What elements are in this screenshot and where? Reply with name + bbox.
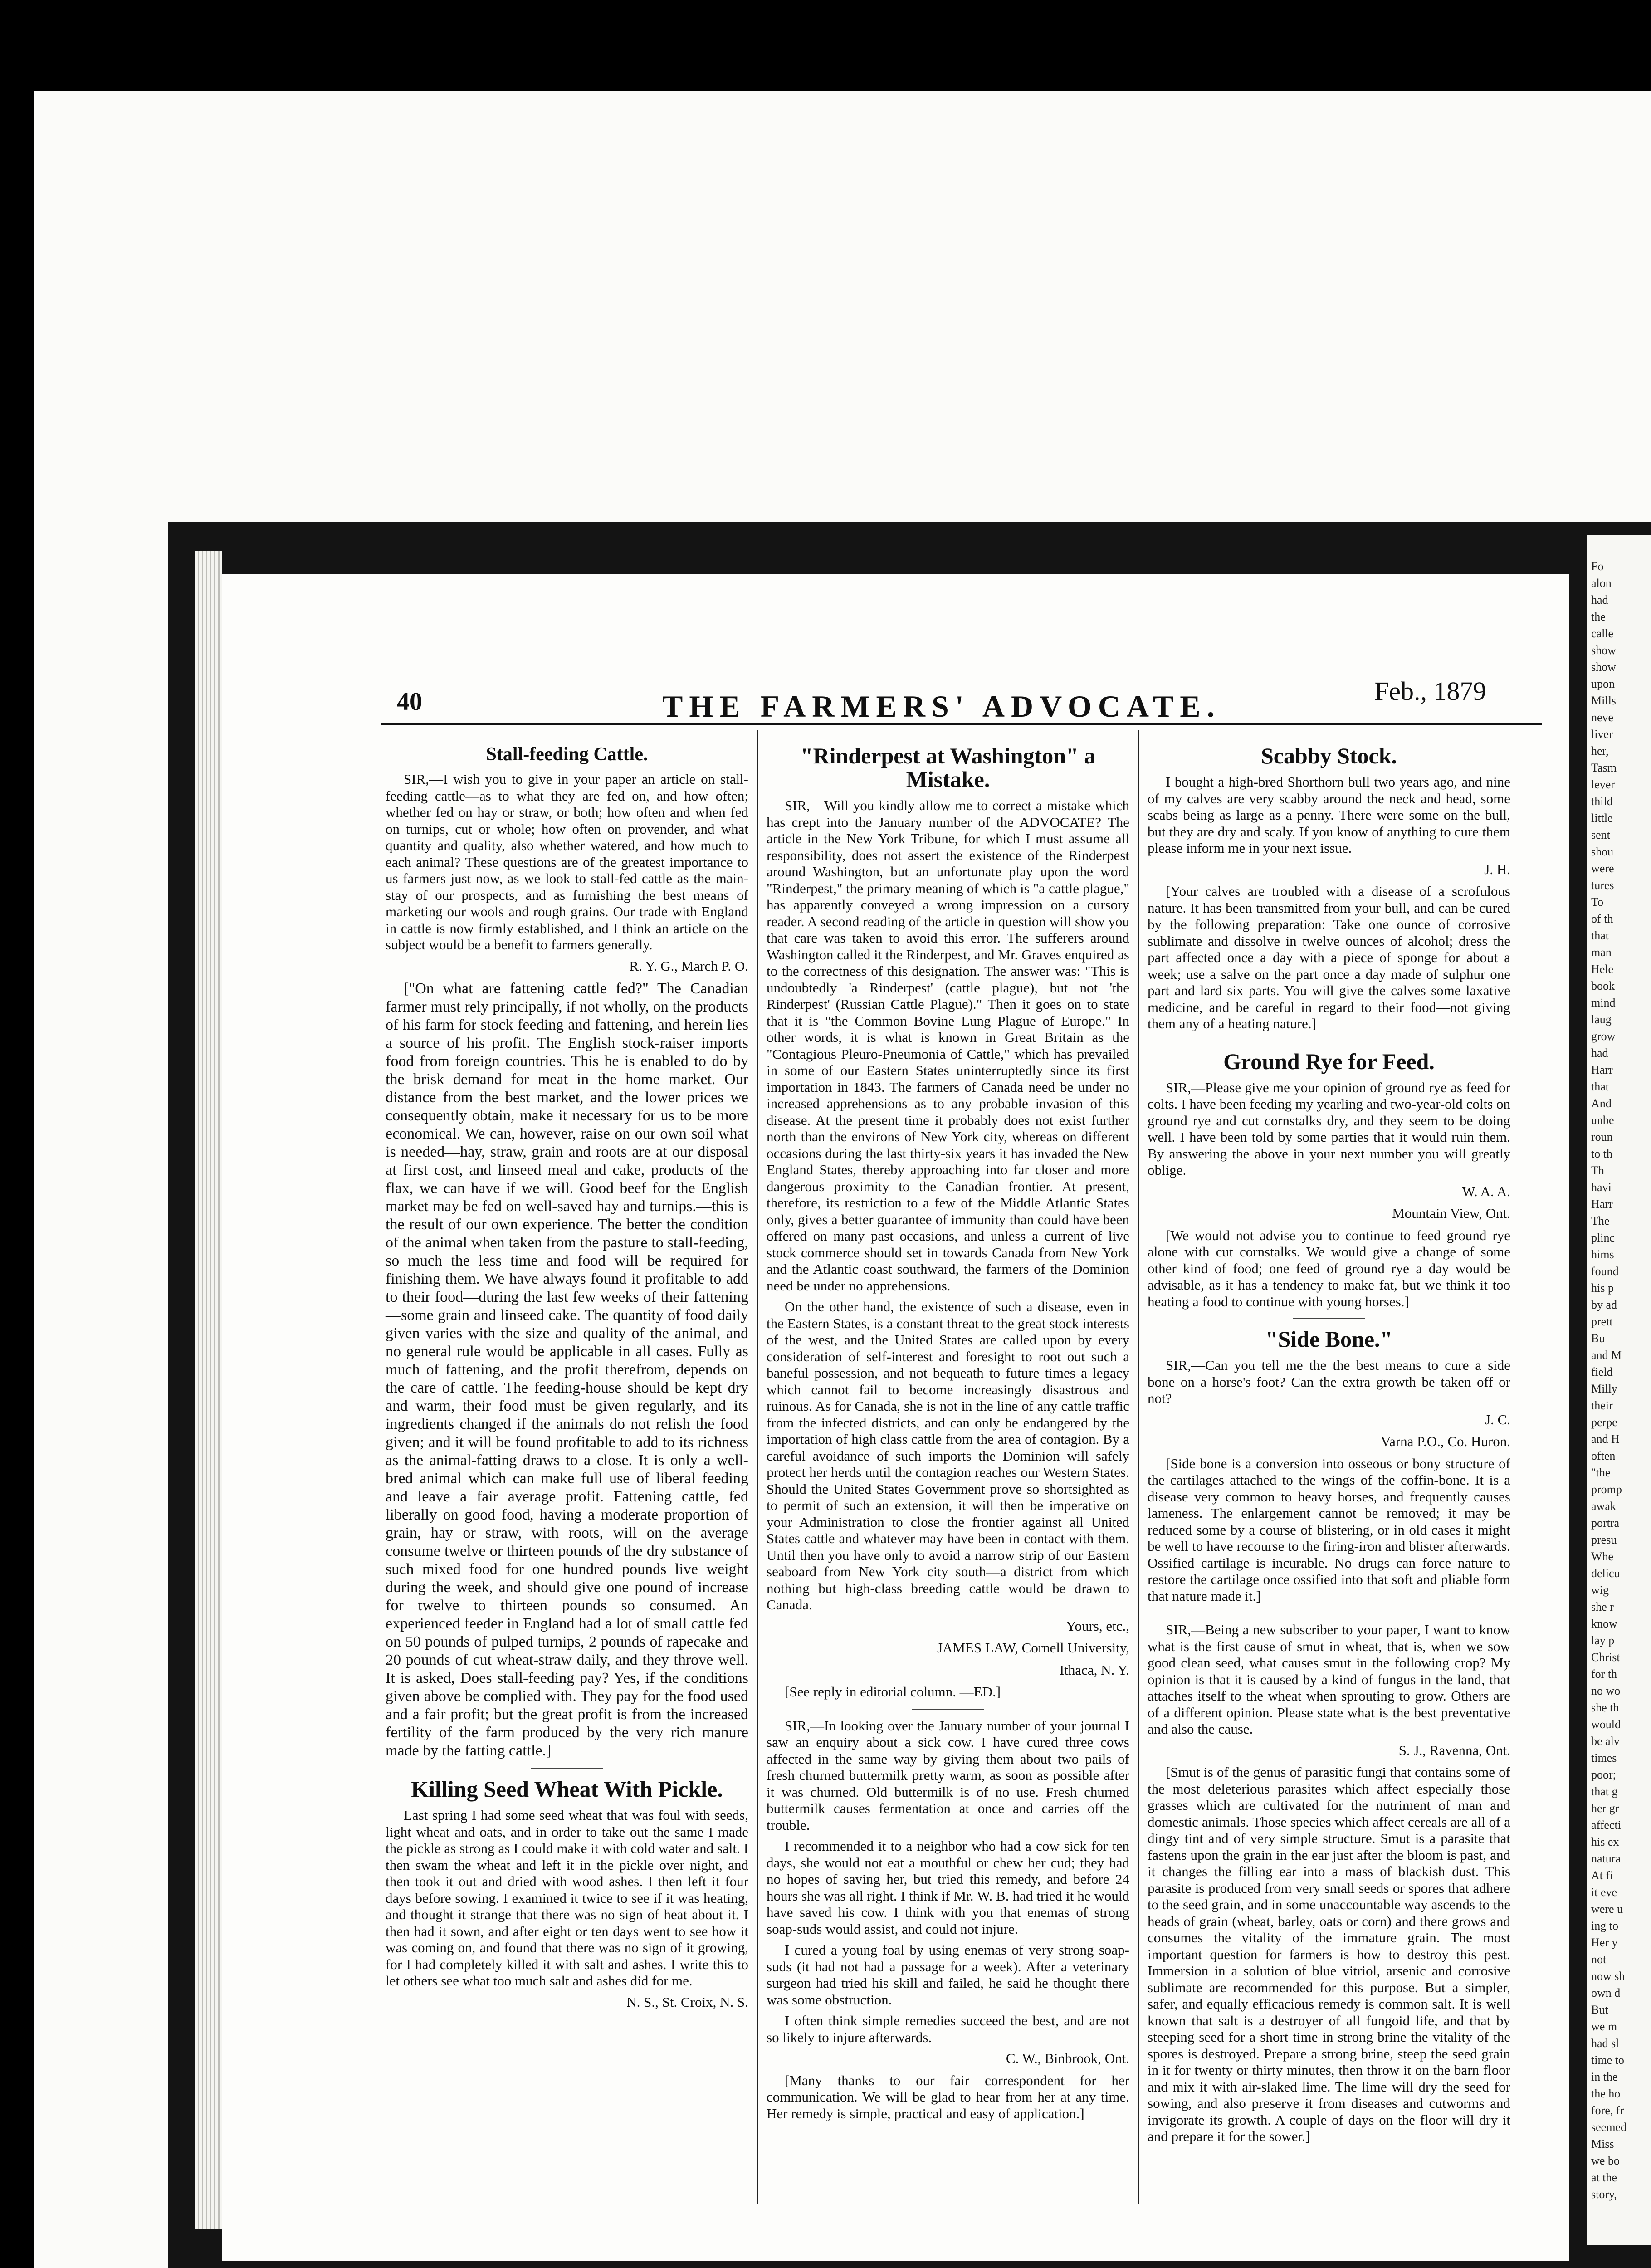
facing-page-line: presu [1591,1533,1617,1546]
facing-page-line: lay p [1591,1634,1615,1647]
letter: I recommended it to a neighbor who had a cow sick for ten days, she would not eat a mouthful or chew her cud; they had no hopes of saving her, but tried this remedy, and before 24 hours she was all right. I think if Mr. W. B. had tried it he would have saved his cow. I think with you that enemas of strong soap-suds would assist, and could not injure. [767,1838,1129,1937]
facing-page-line: show [1591,660,1616,674]
facing-page-line: were u [1591,1902,1623,1916]
signature: J. H. [1484,861,1510,877]
facing-page-line: Fo [1591,560,1604,573]
facing-page-line: lever [1591,778,1615,791]
letter: I often think simple remedies succeed the best, and are not so likely to injure afterwards. [767,2013,1129,2045]
facing-page-line: not [1591,1953,1607,1966]
facing-page-line: unbe [1591,1114,1614,1127]
facing-page-line: man [1591,946,1612,959]
facing-page-line: To [1591,895,1604,909]
facing-page-line: natura [1591,1852,1621,1865]
facing-page-line: plinc [1591,1231,1615,1244]
column-1 [386,744,748,2016]
facing-page-line: ing to [1591,1919,1618,1932]
facing-page-line: hims [1591,1248,1614,1261]
editorial-reply: [We would not advise you to continue to feed ground rye alone with cut cornstalks. We would give a change of some other kind of food; one feed of ground rye a day would be advisable, as it has a tendency to make fat, but we think it too heating a food to continue with young horses.] [1148,1227,1510,1310]
editor-note: [See reply in editorial column. —ED.] [785,1684,1001,1700]
editorial-reply: [Smut is of the genus of parasitic fungi that contains some of the most deleterious parasites which affect especially those grasses which are cultivated for the nutriment of man and domestic animals. Those species which affect cereals are all of a dingy tint and of very simple structure. Smut is a parasite that fastens upon the grain in the ear just after the bloom is past, and it changes the filling ear into a mass of blackish dust. This parasite is produced from very small seeds or spores that adhere to the seed grain, and in some unaccountable way ascends to the heads of grain (wheat, barley, oats or corn) and there grows and consumes the vitality of the immature grain. The most important question for farmers is how to destroy this pest. Immersion in a solution of blue vitriol, arsenic and corrosive sublimate are recommended for this purpose. But a simpler, safer, and equally efficacious remedy is common salt. It is well known that salt is a destroyer of all fungoid life, and that by steeping seed for a short time in strong brine the vitality of the spores is destroyed. Prepare a strong brine, steep the seed grain in it for twenty or thirty minutes, then throw it on the barn floor and mix it with air-slaked lime. The lime will dry the seed for sowing, and also preserve it from diseases and cutworms and invigorate its growth. A couple of days on the floor will dry it and prepare it for the sower.] [1148,1764,1510,2144]
facing-page-line: affecti [1591,1818,1621,1832]
letter: On the other hand, the existence of such a disease, even in the Eastern States, is a constant threat to the great stock interests of the west, and the United States are called upon by every consideration of self-interest and foresight to root out such a baneful possession, and not bequeath to future times a legacy which cannot fail to become increasingly disastrous and ruinous. As for Canada, she is not in the line of any cattle traffic from the infected districts, and can only be endangered by the importation of high class cattle from the area of contagion. By a careful avoidance of such imports the Dominion will safely protect her herds until the contagion reaches our Western States. Should the United States Government prove so shortsighted as to permit of such an extension, it will then be imperative on your Administration to close the frontier against all United States cattle and whatever may have been in contact with them. Until then you have only to avoid a narrow strip of our Eastern seaboard from New York city south—a district from which nothing but high-class breeding cattle would be drawn to Canada. [767,1299,1129,1613]
facing-page-line: poor; [1591,1768,1616,1781]
facing-page-line: wig [1591,1584,1609,1597]
signature: S. J., Ravenna, Ont. [1398,1742,1510,1758]
facing-page-line: by ad [1591,1298,1617,1311]
facing-page-line: her gr [1591,1802,1619,1815]
facing-page-line: that [1591,1080,1609,1093]
facing-page-line: at the [1591,2171,1617,2184]
facing-page-line: Mills [1591,694,1616,707]
facing-page-line: of th [1591,912,1613,925]
facing-page-line: Tasm [1591,761,1617,774]
facing-page-line: awak [1591,1500,1616,1513]
facing-page-line: the [1591,610,1606,623]
facing-page-line: their [1591,1399,1613,1412]
signature: N. S., St. Croix, N. S. [626,1994,748,2010]
facing-page-line: story, [1591,2188,1617,2201]
facing-page-line: upon [1591,677,1615,690]
facing-page-line: we m [1591,2020,1617,2033]
article-title: Stall-feeding Cattle. [486,744,648,765]
facing-page-line: Her y [1591,1936,1618,1949]
facing-page-line: Miss [1591,2137,1614,2151]
facing-page-line: no wo [1591,1684,1621,1697]
column-divider [1138,730,1139,2204]
facing-page-line: own d [1591,1986,1621,1999]
facing-page-line: know [1591,1617,1617,1630]
facing-page-line: had [1591,593,1608,606]
editorial-reply: [Your calves are troubled with a disease of a scrofulous nature. It has been transmitted from your bull, and can be cured by the following preparation: Take one ounce of corrosive sublimate and dissolve in twelve ounces of alcohol; dress the part affected once a day with a piece of sponge for about a week; use a salve on the part once a day made of sulphur one part and lard six parts. You will give the calves some laxative medicine, and be careful in regard to their food—not giving them any of a heating nature.] [1148,883,1510,1031]
article-title: Scabby Stock. [1260,743,1397,768]
facing-page-line: Bu [1591,1332,1605,1345]
letter: I cured a young foal by using enemas of very strong soap-suds (it had not had a passage for a week). After a veterinary surgeon had tried his skill and failed, he said he thought there was some obstruction. [767,1942,1129,2008]
signature: J. C. [1485,1411,1510,1427]
facing-page-line: Harr [1591,1198,1613,1211]
facing-page-line: Milly [1591,1382,1617,1395]
column-3 [1148,744,1510,2150]
facing-page-line: liver [1591,728,1613,741]
facing-page-line: had [1591,1046,1608,1060]
facing-page-fragment [1588,535,1651,2245]
facing-page-line: we bo [1591,2154,1620,2167]
facing-page-line: time to [1591,2053,1624,2067]
facing-page-line: promp [1591,1483,1622,1496]
facing-page-line: shou [1591,845,1614,858]
facing-page-line: The [1591,1214,1610,1227]
signature: W. A. A. [1462,1183,1510,1199]
facing-page-line: Hele [1591,963,1614,976]
facing-page-line: be alv [1591,1735,1620,1748]
facing-page-line: grow [1591,1030,1616,1043]
facing-page-line: book [1591,979,1615,992]
facing-page-line: delicu [1591,1567,1620,1580]
facing-page-line: portra [1591,1516,1620,1530]
signature: Varna P.O., Co. Huron. [1381,1433,1510,1449]
facing-page-line: tures [1591,879,1614,892]
signature: C. W., Binbrook, Ont. [1006,2050,1129,2066]
article-title: "Side Bone." [1265,1326,1393,1352]
facing-page-line: And [1591,1097,1612,1110]
facing-page-line: would [1591,1718,1621,1731]
header-rule [381,723,1542,725]
letter: SIR,—Can you tell me the the best means to cure a side bone on a horse's foot? Can the extra growth be taken off or not? [1148,1357,1510,1406]
page-edges [195,551,222,2229]
signature: Ithaca, N. Y. [1059,1662,1129,1678]
facing-page-line: and H [1591,1432,1620,1446]
facing-page-line: Th [1591,1164,1604,1177]
facing-page-line: she r [1591,1600,1614,1613]
column-divider [757,730,758,2204]
facing-page-line: At fi [1591,1869,1613,1882]
facing-page-line: calle [1591,627,1614,640]
signature: R. Y. G., March P. O. [629,958,748,974]
signature: JAMES LAW, Cornell University, [937,1640,1129,1656]
page-number: 40 [397,688,422,716]
facing-page-line: it eve [1591,1886,1617,1899]
facing-page-line: that [1591,929,1609,942]
facing-page-line: and M [1591,1349,1622,1362]
letter: SIR,—Will you kindly allow me to correct a mistake which has crept into the January number of the ADVOCATE? The article in the New York Tribune, for which I must assume all responsibility, does not assert the existence of the Rinderpest around Washington, but an unfortunate play upon the word "Rinderpest," the primary meaning of which is "a cattle plague," has apparently conveyed a wrong impression on a cursory reader. A second reading of the article in question will show you that care was taken to avoid this error. The sufferers around Washington called it the Rinderpest, and Mr. Graves enquired as to the correctness of this designation. The answer was: "This is undoubtedly 'a Rinderpest' (cattle plague), but not 'the Rinderpest' (Russian Cattle Plague)." Then it goes on to state that it is "the Common Bovine Lung Plague of Europe." In other words, it is what is known in Great Britain as the "Contagious Pleuro-Pneumonia of Cattle," which has prevailed in some of our Eastern States uninterruptedly since its first importation in 1843. The farmers of Canada need be under no increased apprehensions as to any probable invasion of this disease. At the present time it probably does not exist further north than the environs of New York city, whereas on different occasions during the last thirty-six years it has invaded the New England States, thereby approaching into far closer and more dangerous proximity to the Canadian frontier. At present, therefore, its restriction to a few of the Middle Atlantic States only, gives a better guarantee of immunity than could have been offered on many past occasions, and unless a current of live stock commerce should set in towards Canada from New York and the Atlantic coast southward, the farmers of the Dominion need be under no apprehensions. [767,797,1129,1294]
facing-page-line: for th [1591,1667,1617,1681]
signature: Mountain View, Ont. [1392,1205,1510,1221]
facing-page-line: sent [1591,828,1610,841]
facing-page-line: his ex [1591,1835,1619,1848]
facing-page-line: had sl [1591,2037,1619,2050]
facing-page-line: havi [1591,1181,1612,1194]
facing-page-line: times [1591,1751,1617,1765]
letter: SIR,—In looking over the January number of your journal I saw an enquiry about a sick cow. I have cured three cows affected in the same way by giving them about two pails of fresh churned buttermilk pretty warm, as soon as possible after it was churned. Old buttermilk is of no use. Fresh churned buttermilk causes fermentation at once and carries off the trouble. [767,1717,1129,1833]
letter: SIR,—Please give me your opinion of ground rye as feed for colts. I have been feeding my yearling and two-year-old colts on ground rye and cut cornstalks dry, and they seem to be doing well. I have been told by some parties that it would ruin them. By answering the above in your next number you will greatly oblige. [1148,1079,1510,1178]
facing-page-line: Whe [1591,1550,1614,1563]
facing-page-line: show [1591,644,1616,657]
facing-page-line: fore, fr [1591,2104,1624,2117]
facing-page-line: But [1591,2003,1608,2016]
facing-page-line: little [1591,811,1613,825]
facing-page-line: found [1591,1265,1619,1278]
facing-page-line: seemed [1591,2121,1627,2134]
facing-page-line: to th [1591,1147,1612,1160]
signature: Yours, etc., [1066,1618,1129,1634]
facing-page-line: in the [1591,2070,1618,2083]
divider [531,1768,603,1769]
editorial-reply: ["On what are fattening cattle fed?" The Canadian farmer must rely principally, if not wholly, on the products of his farm for stock feeding and fattening, and herein lies a source of his profit. The English stock-raiser imports food from foreign countries. This he is enabled to do by the brisk demand for meat in the home market. Our distance from the best market, and the lower prices we consequently obtain, make it necessary for us to be more economical. We can, however, raise on our own soil what is needed—hay, straw, grain and roots are at our disposal at first cost, and linseed meal and cake, products of the flax, we can have if we will. Good beef for the English market may be fed on well-saved hay and turnips.—this is the result of our own experience. The better the condition of the animal when taken from the pasture to stall-feeding, so much the less time and food will be required for finishing them. We have always found it profitable to add to their food—during the last few weeks of their fattening—some grain and linseed cake. The quantity of food daily given varies with the size and quality of the animal, and no general rule would be applicable in all cases. Fully as much of fattening, and the profit therefrom, depends on the care of cattle. The feeding-house should be kept dry and warm, their food must be given regularly, and its ingredients changed if the animals do not relish the food given; and it will be found profitable to add to its richness as the animal-fatting draws to a close. It is only a well-bred animal which can make full use of liberal feeding and leave a fair average profit. Fattening cattle, fed liberally on good food, having a moderate proportion of grain, hay or straw, with roots, will on the average consume twelve or thirteen pounds of the dry substance of such mixed food for one hundred pounds live weight during the week, and should give one pound of increase for twelve to thirteen pounds so consumed. An experienced feeder in England had a lot of small cattle fed on 50 pounds of pulped turnips, 2 pounds of rapecake and 20 pounds of cut wheat-straw daily, and they throve well. It is asked, Does stall-feeding pay? Yes, if the conditions given above be complied with. They pay for the food used and a fair profit; but the great profit is from the increased fertility of the farm produced by the very rich manure made by the fatting cattle.] [386,980,748,1759]
facing-page-line: thild [1591,795,1613,808]
facing-page-line: that g [1591,1785,1618,1798]
facing-page-line: Christ [1591,1651,1620,1664]
editorial-reply: [Side bone is a conversion into osseous or bony structure of the cartilages attached to the wings of the coffin-bone. It is a disease very common to heavy horses, and frequently causes lameness. The enlargement cannot be removed; it may be reduced some by a course of blistering, or in old cases it might be well to have recourse to the firing-iron and blister afterwards. Ossified cartilage is incurable. No drugs can force nature to restore the cartilage once ossified into that soft and pliable form that nature made it.] [1148,1455,1510,1604]
editorial-reply: [Many thanks to our fair correspondent for her communication. We will be glad to hear from her at any time. Her remedy is simple, practical and easy of application.] [767,2072,1129,2121]
facing-page-line: perpe [1591,1416,1617,1429]
letter: I bought a high-bred Shorthorn bull two years ago, and nine of my calves are very scabby around the neck and head, some scabs being as large as a penny. There were some on the bull, but they are dry and scaly. If you know of anything to cure them please inform me in your next issue. [1148,774,1510,856]
facing-page-line: his p [1591,1281,1614,1295]
facing-page-line: alon [1591,577,1612,590]
column-2 [767,744,1129,2126]
facing-page-line: prett [1591,1315,1613,1328]
divider [1293,1318,1365,1319]
article-title: "Rinderpest at Washington" a Mistake. [800,743,1096,792]
facing-page-line: now sh [1591,1970,1625,1983]
facing-page-line: neve [1591,711,1614,724]
letter: Last spring I had some seed wheat that was foul with seeds, light wheat and oats, and in order to take out the same I made the pickle as strong as I could make it with cold water and salt. I then swam the wheat and left it in the pickle over night, and then took it out and dried with wood ashes. I then left it four days before sowing. I examined it twice to see if it was heating, and thought it strange that there was no sign of heat about it. I then had it sown, and after eight or ten days went to see how it was coming on, and found that there was no sign of it growing, for I had completely killed it with salt and ashes. I write this to let others see what too much salt and ashes did for me. [386,1807,748,1989]
facing-page-line: "the [1591,1466,1611,1479]
divider [912,1709,984,1710]
letter: SIR,—I wish you to give in your paper an article on stall-feeding cattle—as to what they are fed on, and how often; whether fed on hay or straw, or both; how often and when fed on turnips, cut or whole; how often on provender, and what quantity and quality, also whether watered, and how much to each animal? These questions are of the greatest importance to us farmers just now, as we look to stall-fed cattle as the main-stay of our prospects, and as furnishing the best means of marketing our wools and rough grains. Our trade with England in cattle is now firmly established, and I think an article on the subject would be a benefit to farmers generally. [386,771,748,953]
masthead: THE FARMERS' ADVOCATE. [662,689,1221,723]
facing-page-line: she th [1591,1701,1619,1714]
letter: SIR,—Being a new subscriber to your paper, I want to know what is the first cause of smut in wheat, that is, when we sow good clean seed, what causes smut in the following crop? My opinion is that it is caused by a kind of fungus in the land, that attaches itself to the wheat when sprouting to grow. Others are of a different opinion. Please state what is the best preventative and also the cause. [1148,1622,1510,1737]
facing-page-line: field [1591,1365,1613,1378]
issue-date: Feb., 1879 [1374,676,1486,706]
facing-page-line: often [1591,1449,1616,1462]
facing-page-line: roun [1591,1130,1613,1144]
facing-page-line: the ho [1591,2087,1621,2100]
facing-page-line: Harr [1591,1063,1613,1076]
facing-page-line: mind [1591,996,1616,1009]
facing-page-line: were [1591,862,1614,875]
facing-page-line: laug [1591,1013,1612,1026]
article-title: Killing Seed Wheat With Pickle. [411,1776,723,1802]
article-title: Ground Rye for Feed. [1223,1048,1435,1074]
facing-page-line: her, [1591,744,1609,758]
